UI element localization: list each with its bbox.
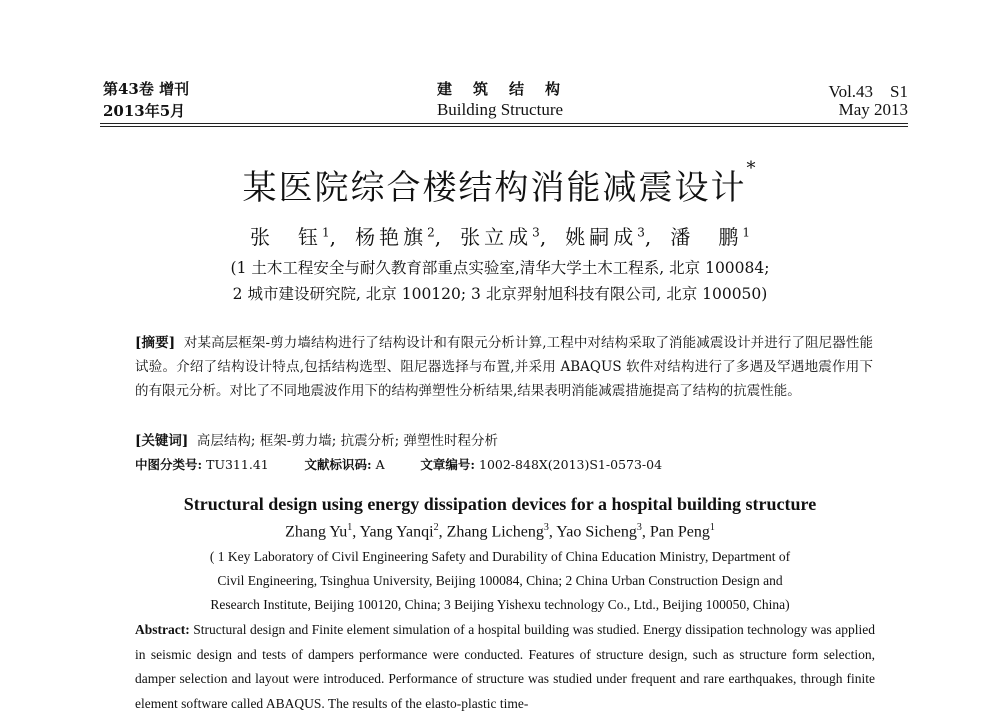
cn-affiliation-line1: (1 土木工程安全与耐久教育部重点实验室,清华大学土木工程系, 北京 100084; xyxy=(230,259,770,277)
en-abstract-label: Abstract: xyxy=(135,622,190,637)
en-affiliation-line2: Civil Engineering, Tsinghua University, Beijing 100084, China; 2 China Urban Construction Design and xyxy=(217,573,783,588)
en-affiliation-line1: ( 1 Key Laboratory of Civil Engineering Safety and Durability of China Education Ministry, Department of xyxy=(209,549,791,564)
en-author-list: Zhang Yu$^1$, Yang Yanqi$^2$, Zhang Licheng$^3$, Yao Sicheng$^3$, Pan Peng$^1$ xyxy=(285,522,715,541)
en-author: Yang Yanqi xyxy=(359,523,434,541)
en-affiliation-line3: Research Institute, Beijing 100120, China; 3 Beijing Yishexu technology Co., Ltd., Beijing 100050, China) xyxy=(210,597,790,612)
cn-author-sup: 3 xyxy=(637,225,645,240)
article-number-label: 文章编号: xyxy=(420,457,476,472)
doc-code-value: A xyxy=(375,457,385,472)
cn-keywords-text: 高层结构; 框架-剪力墙; 抗震分析; 弹塑性时程分析 xyxy=(196,433,498,449)
journal-month: May 2013 xyxy=(838,100,908,119)
en-author-sup: 3 xyxy=(636,522,642,533)
header-rule-2 xyxy=(100,126,908,127)
journal-name-cn: 建 筑 结 构 xyxy=(436,80,563,98)
cn-author: 张立成 xyxy=(460,225,533,249)
en-abstract-text: Structural design and Finite element simulation of a hospital building was studied. Energy dissipation technology was applied in seismic design and tests of dampers performance were conducted. Features of structure design, such as structure form selection, damper selection and layout were introduced. Performance of structure was studied under frequent and rare earthquakes, through finite element software called ABAQUS. The results of the elasto-plastic time- xyxy=(135,622,876,711)
en-author: Pan Peng xyxy=(649,523,710,541)
english-title: Structural design using energy dissipation devices for a hospital building structure xyxy=(183,494,817,514)
title-text: 某医院综合楼结构消能减震设计 xyxy=(242,168,747,208)
classification-line xyxy=(135,455,662,473)
article-number-value: 1002-848X(2013)S1-0573-04 xyxy=(479,457,663,472)
clc-value: TU311.41 xyxy=(206,457,269,472)
en-abstract xyxy=(135,618,875,716)
clc-label: 中图分类号: xyxy=(135,457,203,472)
en-author-sup: 2 xyxy=(433,522,439,533)
cn-author: 潘 鹏 xyxy=(670,225,743,249)
header-rule xyxy=(100,123,908,124)
en-author-sup: 1 xyxy=(347,522,353,533)
journal-date: 2013年5月 xyxy=(103,102,186,120)
cn-affiliation-line2: 2 城市建设研究院, 北京 100120; 3 北京羿射旭科技有限公司, 北京 100050) xyxy=(232,285,768,303)
cn-author: 张 钰 xyxy=(250,225,323,249)
cn-abstract xyxy=(135,331,873,403)
cn-author-sup: 1 xyxy=(322,225,330,240)
cn-author: 杨艳旗 xyxy=(355,225,428,249)
journal-volume: Vol.43 S1 xyxy=(828,82,908,101)
title-footnote-mark: * xyxy=(746,158,758,179)
journal-name-en: Building Structure xyxy=(436,100,564,119)
en-author-sup: 3 xyxy=(543,522,549,533)
cn-author-sup: 1 xyxy=(742,225,750,240)
cn-author: 姚嗣成 xyxy=(565,225,638,249)
journal-issue: 第43卷 增刊 xyxy=(103,80,190,98)
cn-author-list: 张 钰$^1$, 杨艳旗$^2$, 张立成$^3$, 姚嗣成$^3$, 潘 鹏$^1$ xyxy=(250,225,750,249)
cn-author-sup: 2 xyxy=(427,225,435,240)
en-author-sup: 1 xyxy=(709,522,715,533)
en-author: Yao Sicheng xyxy=(556,523,637,541)
en-author: Zhang Yu xyxy=(285,523,348,541)
en-author: Zhang Licheng xyxy=(446,523,544,541)
cn-keywords xyxy=(135,429,873,453)
cn-keywords-label: [关键词] xyxy=(135,433,189,449)
cn-abstract-text: 对某高层框架-剪力墙结构进行了结构设计和有限元分析计算,工程中对结构采取了消能减震设计并进行了阻尼器性能试验。介绍了结构设计特点,包括结构选型、阻尼器选择与布置,并采用 ABAQUS 软件对结构进行了多遇及罕遇地震作用下的有限元分析。对比了不同地震波作用下的结构弹塑性分析结果,结果表明消能减震措施提高了结构的抗震性能。 xyxy=(135,335,873,399)
paper-title xyxy=(0,160,1000,209)
cn-author-sup: 3 xyxy=(532,225,540,240)
cn-abstract-label: [摘要] xyxy=(135,335,176,351)
doc-code-label: 文献标识码: xyxy=(304,457,372,472)
